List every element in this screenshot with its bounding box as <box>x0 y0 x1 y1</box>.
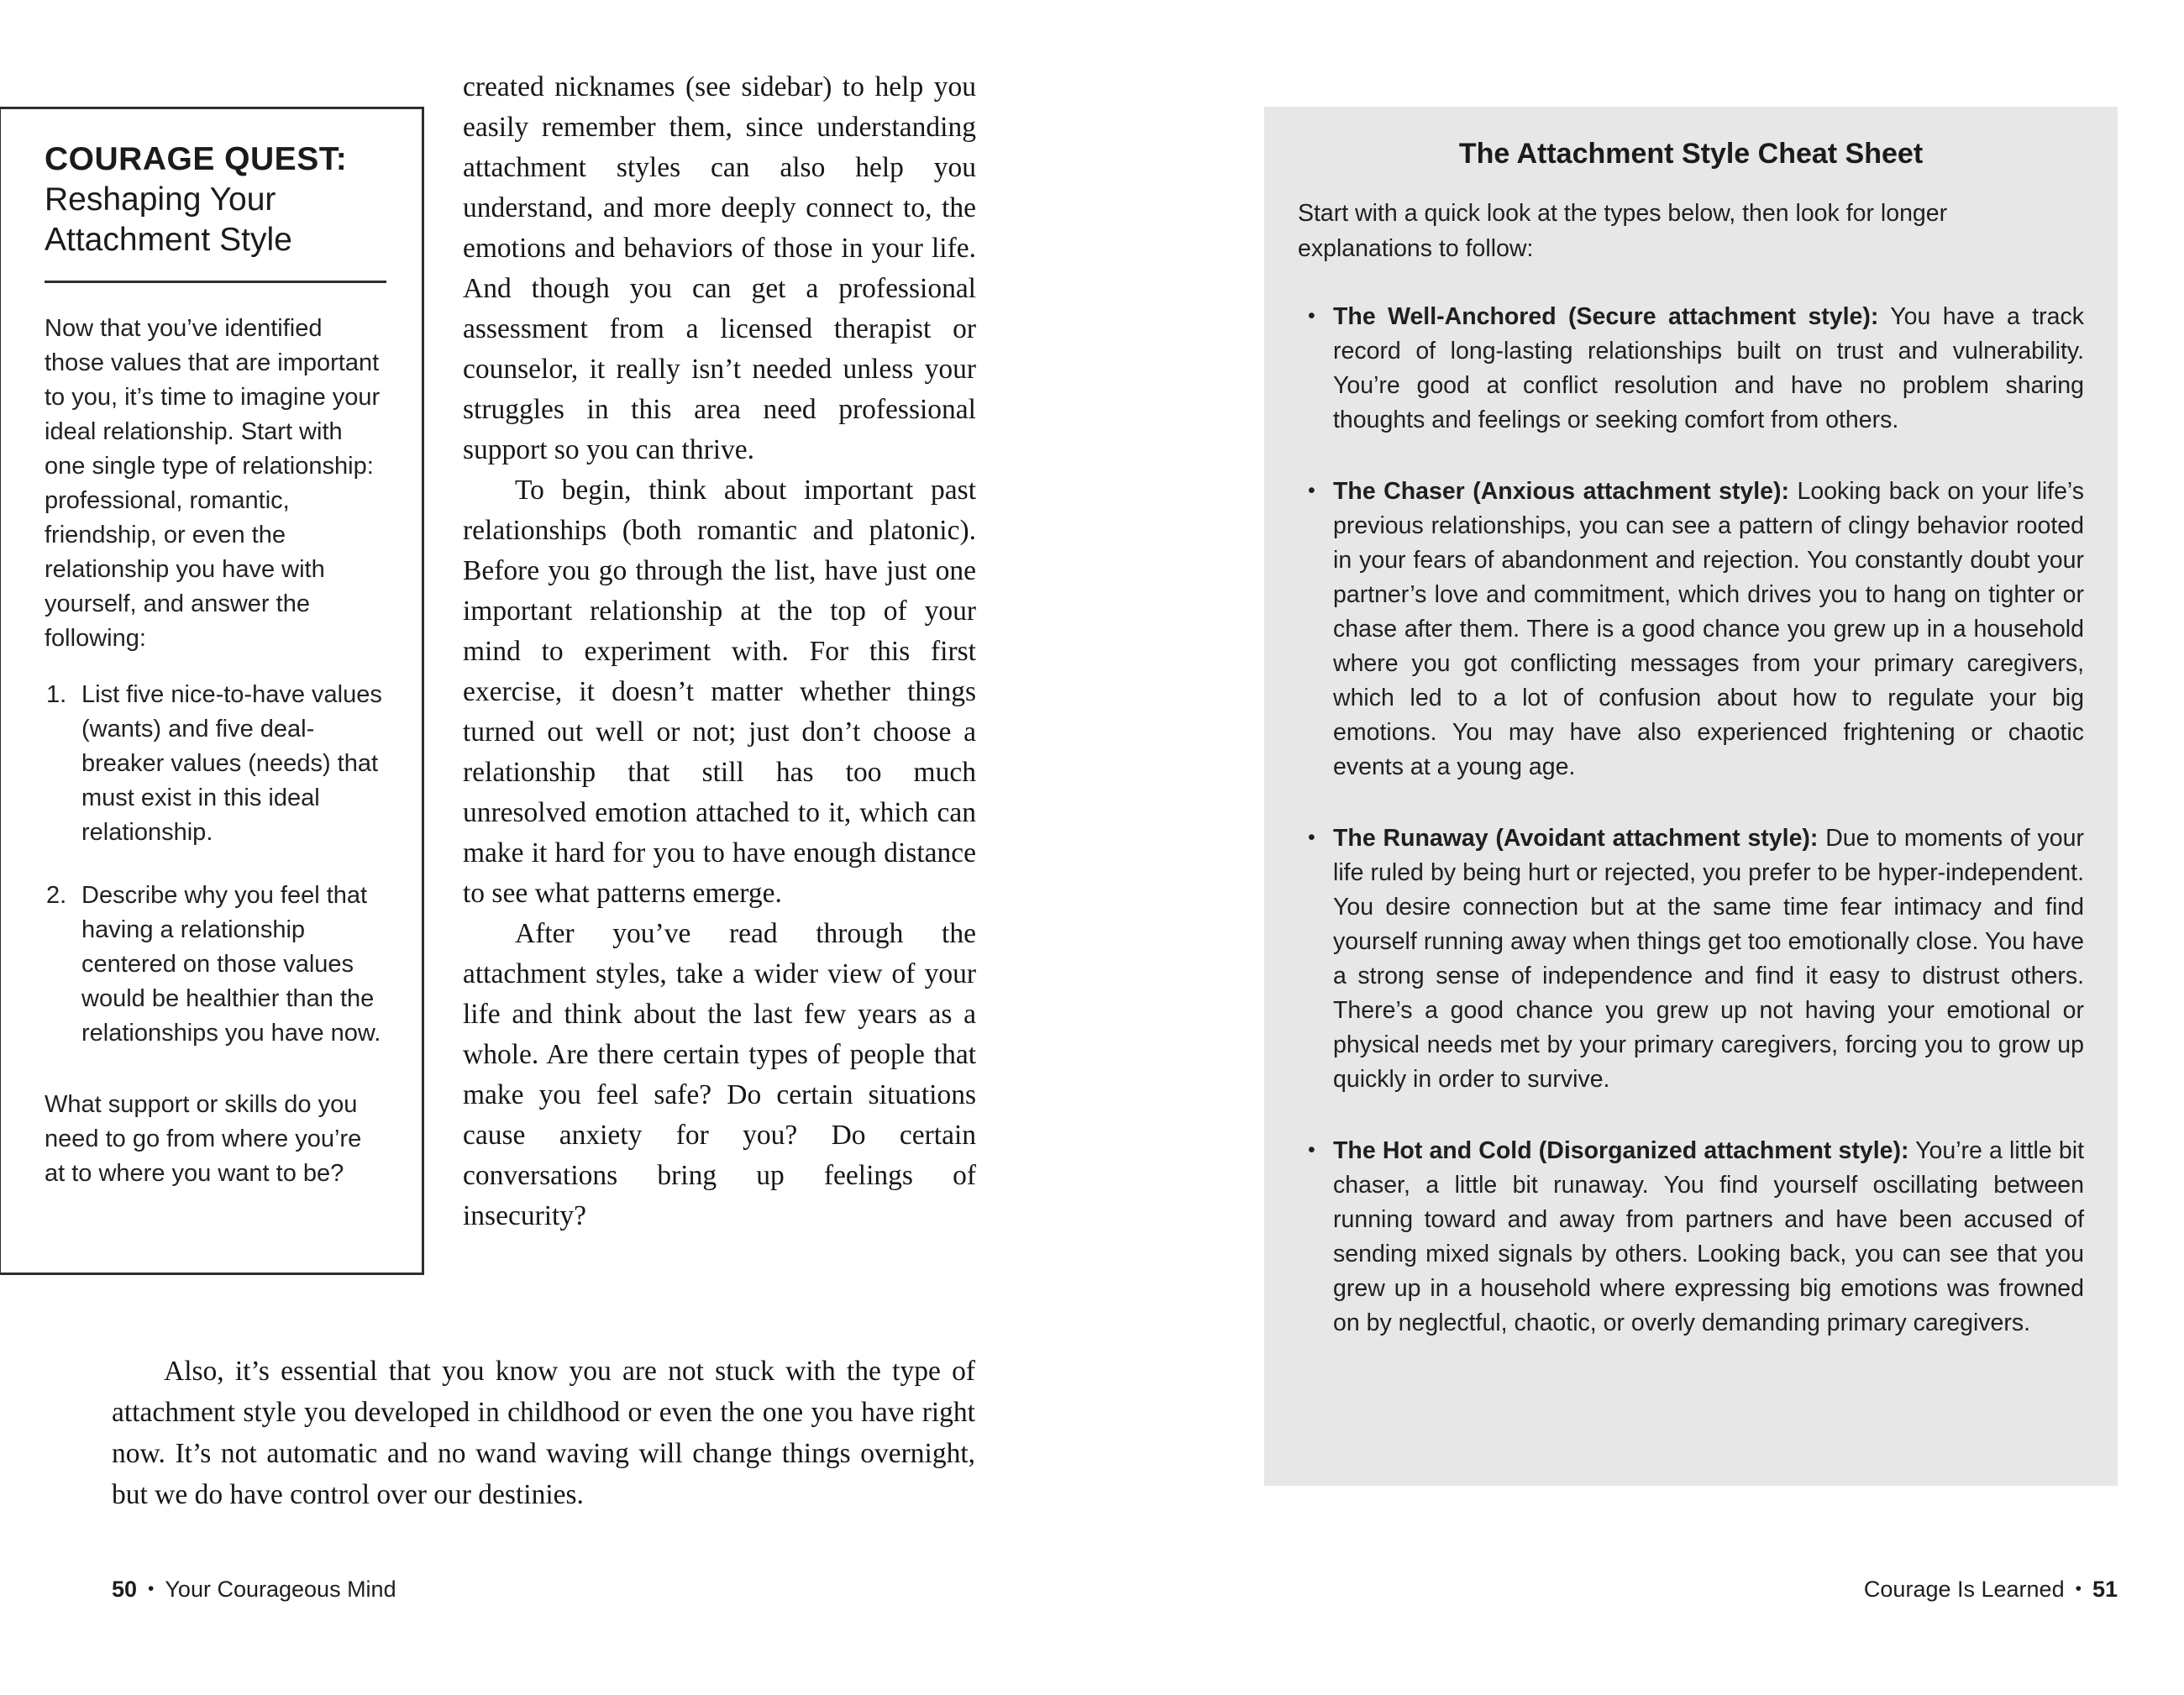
sidebar-kicker: COURAGE QUEST: <box>45 141 348 177</box>
list-item-text: Describe why you feel that having a relationship centered on those values would be healthier than the relationships you have now. <box>81 882 381 1047</box>
cheat-sheet-intro: Start with a quick look at the types below, then look for longer explanations to follow: <box>1298 200 1948 262</box>
courage-quest-sidebar <box>0 107 424 1275</box>
sidebar-closing-question: What support or skills do you need to go from where you’re at to where you want to be? <box>45 1091 362 1187</box>
footer-left <box>112 1576 396 1603</box>
bullet-lead-bold: The Well-Anchored (Secure attachment style): <box>1333 303 1879 330</box>
sidebar-numbered-list <box>45 678 386 1051</box>
page-number: 51 <box>2092 1577 2118 1602</box>
page-number: 50 <box>112 1577 138 1602</box>
cheat-sheet-panel <box>1264 107 2118 1486</box>
running-header-title: Courage Is Learned <box>1863 1577 2065 1602</box>
body-paragraph: After you’ve read through the attachment styles, take a wider view of your life and think about the last few years as a whole. Are there certain types of people that make you feel safe? Do certain situations cause anxiety for you? Do certain conversations bring up feelings of insecurity? <box>463 918 976 1231</box>
bullet-item <box>1308 475 2084 785</box>
sidebar-title: Reshaping Your Attachment Style <box>45 181 292 258</box>
bullet-text: Looking back on your life’s previous relationships, you can see a pattern of clingy behavior rooted in your fears of abandonment and rejection. You constantly doubt your partner’s love and commitment, which drives you to hang on tighter or chase after them. There is a good chance you grew up in a household where you got conflicting messages from your primary caregivers, which led to a lot of confusion about how to regulate your big emotions. You may have also experienced frightening or chaotic events at a young age. <box>1333 478 2084 780</box>
bullet-item <box>1308 1134 2084 1341</box>
footer-right <box>1864 1576 2118 1603</box>
sidebar-intro: Now that you’ve identified those values that are important to you, it’s time to imagine your ideal relationship. Start with one single type of relationship: professional, romantic, friendship, or even the relationship you have with yourself, and answer the following: <box>45 315 381 652</box>
bullet-lead-bold: The Hot and Cold (Disorganized attachment style): <box>1333 1137 1909 1164</box>
list-item <box>45 678 386 850</box>
bullet-lead-bold: The Runaway (Avoidant attachment style): <box>1333 825 1819 852</box>
list-item <box>45 879 386 1051</box>
bullet-text: Due to moments of your life ruled by being hurt or rejected, you prefer to be hyper-independent. You desire connection but at the same time fear intimacy and find yourself running away when things get too emotionally close. You have a strong sense of independence and find it easy to distrust others. There’s a good chance you grew up not having your emotional or physical needs met by your primary caregivers, forcing you to grow up quickly in order to survive. <box>1333 825 2084 1093</box>
bullet-marker: • <box>1308 826 1315 849</box>
body-full-width-paragraph: Also, it’s essential that you know you are not stuck with the type of attachment style you developed in childhood or even the one you have right now. It’s not automatic and no wand waving will change things overnight, but we do have control over our destinies. <box>112 1356 975 1510</box>
bullet-item <box>1308 821 2084 1097</box>
cheat-sheet-bullet-list <box>1298 300 2084 1341</box>
body-paragraph: To begin, think about important past relationships (both romantic and platonic). Before you go through the list, have just one important relationship at the top of your mind to experiment with. For this first exercise, it doesn’t matter whether things turned out well or not; just don’t choose a relationship that still has too much unresolved emotion attached to it, which can make it hard for you to have enough distance to see what patterns emerge. <box>463 475 976 909</box>
footer-separator-dot: • <box>2075 1579 2082 1598</box>
bullet-item <box>1308 300 2084 438</box>
body-text-column <box>463 67 976 1236</box>
footer-separator-dot: • <box>148 1579 155 1598</box>
list-item-number: 1. <box>46 681 67 708</box>
sidebar-divider <box>45 281 386 283</box>
bullet-text: You’re a little bit chaser, a little bit runaway. You find yourself oscillating between running toward and away from partners and have been accused of sending mixed signals by others. Looking back, you can see that you grew up in a household where expressing big emotions was frowned on by neglectful, chaotic, or overly demanding primary caregivers. <box>1333 1137 2084 1336</box>
running-header-title: Your Courageous Mind <box>165 1577 396 1602</box>
cheat-sheet-title: The Attachment Style Cheat Sheet <box>1458 138 1924 170</box>
bullet-marker: • <box>1308 304 1315 328</box>
bullet-text: You have a track record of long-lasting relationships built on trust and vulnerability. You’re good at conflict resolution and have no problem sharing thoughts and feelings or seeking comfort from others. <box>1333 303 2084 433</box>
bullet-marker: • <box>1308 1138 1315 1162</box>
list-item-text: List five nice-to-have values (wants) and five deal-breaker values (needs) that must exist in this ideal relationship. <box>81 681 382 846</box>
bullet-marker: • <box>1308 479 1315 502</box>
bullet-lead-bold: The Chaser (Anxious attachment style): <box>1333 478 1790 505</box>
list-item-number: 2. <box>46 882 67 909</box>
body-paragraph: created nicknames (see sidebar) to help you easily remember them, since understanding attachment styles can also help you understand, and more deeply connect to, the emotions and behaviors of those in your life. And though you can get a professional assessment from a licensed therapist or counselor, it really isn’t needed unless your struggles in this area need professional support so you can thrive. <box>463 71 976 465</box>
sidebar-heading <box>45 139 386 260</box>
